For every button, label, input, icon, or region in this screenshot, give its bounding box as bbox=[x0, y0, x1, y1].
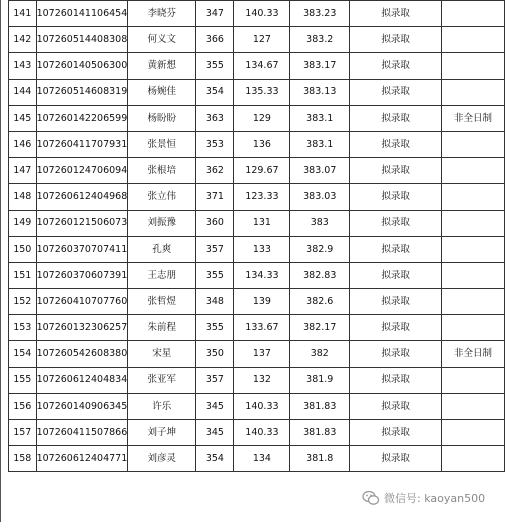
row-number-cell: 148 bbox=[9, 184, 37, 210]
candidate-name-cell: 张立伟 bbox=[128, 184, 196, 210]
score-interview-cell: 134.33 bbox=[234, 262, 290, 288]
score-written-cell: 354 bbox=[196, 446, 234, 472]
score-total-cell: 381.8 bbox=[290, 446, 350, 472]
table-row bbox=[9, 341, 505, 367]
row-number-cell: 154 bbox=[9, 341, 37, 367]
candidate-name-cell: 王志朋 bbox=[128, 262, 196, 288]
row-number-cell: 143 bbox=[9, 53, 37, 79]
table-row bbox=[9, 446, 505, 472]
study-mode-note-cell bbox=[442, 393, 505, 419]
score-written-cell: 350 bbox=[196, 341, 234, 367]
candidate-id-cell: 107260124706094 bbox=[36, 158, 128, 184]
candidate-id-cell: 107260410707760 bbox=[36, 289, 128, 315]
score-written-cell: 357 bbox=[196, 367, 234, 393]
study-mode-note-cell bbox=[442, 315, 505, 341]
row-number-cell: 155 bbox=[9, 367, 37, 393]
score-interview-cell: 132 bbox=[234, 367, 290, 393]
table-row bbox=[9, 1, 505, 27]
table-row bbox=[9, 236, 505, 262]
score-interview-cell: 139 bbox=[234, 289, 290, 315]
row-number-cell: 157 bbox=[9, 420, 37, 446]
candidate-id-cell: 107260411707931 bbox=[36, 131, 128, 157]
table-row bbox=[9, 27, 505, 53]
admission-result-cell: 拟录取 bbox=[350, 158, 442, 184]
score-total-cell: 382 bbox=[290, 341, 350, 367]
score-written-cell: 371 bbox=[196, 184, 234, 210]
score-total-cell: 383.13 bbox=[290, 79, 350, 105]
score-written-cell: 347 bbox=[196, 1, 234, 27]
score-total-cell: 383.17 bbox=[290, 53, 350, 79]
study-mode-note-cell: 非全日制 bbox=[442, 105, 505, 131]
watermark-text: 微信号: kaoyan500 bbox=[384, 492, 486, 505]
admission-result-cell: 拟录取 bbox=[350, 289, 442, 315]
page-left-rule bbox=[0, 0, 1, 522]
candidate-id-cell: 107260132306257 bbox=[36, 315, 128, 341]
score-total-cell: 381.83 bbox=[290, 420, 350, 446]
admission-table bbox=[8, 0, 505, 472]
score-total-cell: 383.1 bbox=[290, 131, 350, 157]
table-row bbox=[9, 158, 505, 184]
table-row bbox=[9, 315, 505, 341]
score-written-cell: 360 bbox=[196, 210, 234, 236]
score-written-cell: 355 bbox=[196, 315, 234, 341]
score-total-cell: 382.6 bbox=[290, 289, 350, 315]
score-written-cell: 353 bbox=[196, 131, 234, 157]
admission-result-cell: 拟录取 bbox=[350, 341, 442, 367]
score-written-cell: 363 bbox=[196, 105, 234, 131]
candidate-name-cell: 李晓芬 bbox=[128, 1, 196, 27]
admission-result-cell: 拟录取 bbox=[350, 27, 442, 53]
table-row bbox=[9, 210, 505, 236]
admission-result-cell: 拟录取 bbox=[350, 210, 442, 236]
score-total-cell: 383 bbox=[290, 210, 350, 236]
study-mode-note-cell bbox=[442, 27, 505, 53]
admission-result-cell: 拟录取 bbox=[350, 446, 442, 472]
candidate-id-cell: 107260542608380 bbox=[36, 341, 128, 367]
score-written-cell: 362 bbox=[196, 158, 234, 184]
row-number-cell: 141 bbox=[9, 1, 37, 27]
candidate-name-cell: 杨盼盼 bbox=[128, 105, 196, 131]
study-mode-note-cell bbox=[442, 210, 505, 236]
admission-result-cell: 拟录取 bbox=[350, 236, 442, 262]
admission-result-cell: 拟录取 bbox=[350, 184, 442, 210]
candidate-id-cell: 107260514608319 bbox=[36, 79, 128, 105]
table-row bbox=[9, 393, 505, 419]
candidate-name-cell: 杨婉佳 bbox=[128, 79, 196, 105]
score-interview-cell: 131 bbox=[234, 210, 290, 236]
score-interview-cell: 135.33 bbox=[234, 79, 290, 105]
score-total-cell: 381.9 bbox=[290, 367, 350, 393]
table-row bbox=[9, 420, 505, 446]
score-interview-cell: 134.67 bbox=[234, 53, 290, 79]
candidate-id-cell: 107260612404771 bbox=[36, 446, 128, 472]
candidate-name-cell: 张哲煜 bbox=[128, 289, 196, 315]
candidate-id-cell: 107260370707411 bbox=[36, 236, 128, 262]
study-mode-note-cell bbox=[442, 53, 505, 79]
study-mode-note-cell bbox=[442, 184, 505, 210]
study-mode-note-cell bbox=[442, 131, 505, 157]
row-number-cell: 153 bbox=[9, 315, 37, 341]
table-row bbox=[9, 184, 505, 210]
candidate-id-cell: 107260142206599 bbox=[36, 105, 128, 131]
score-total-cell: 381.83 bbox=[290, 393, 350, 419]
study-mode-note-cell bbox=[442, 446, 505, 472]
score-interview-cell: 134 bbox=[234, 446, 290, 472]
row-number-cell: 142 bbox=[9, 27, 37, 53]
row-number-cell: 144 bbox=[9, 79, 37, 105]
study-mode-note-cell bbox=[442, 79, 505, 105]
study-mode-note-cell: 非全日制 bbox=[442, 341, 505, 367]
candidate-name-cell: 孔爽 bbox=[128, 236, 196, 262]
table-row bbox=[9, 131, 505, 157]
row-number-cell: 151 bbox=[9, 262, 37, 288]
candidate-name-cell: 张根培 bbox=[128, 158, 196, 184]
candidate-id-cell: 107260121506073 bbox=[36, 210, 128, 236]
study-mode-note-cell bbox=[442, 1, 505, 27]
candidate-name-cell: 刘振豫 bbox=[128, 210, 196, 236]
candidate-id-cell: 107260141106454 bbox=[36, 1, 128, 27]
score-interview-cell: 127 bbox=[234, 27, 290, 53]
score-total-cell: 383.03 bbox=[290, 184, 350, 210]
admission-result-cell: 拟录取 bbox=[350, 315, 442, 341]
score-interview-cell: 123.33 bbox=[234, 184, 290, 210]
candidate-id-cell: 107260411507866 bbox=[36, 420, 128, 446]
study-mode-note-cell bbox=[442, 158, 505, 184]
admission-result-cell: 拟录取 bbox=[350, 393, 442, 419]
candidate-name-cell: 刘子坤 bbox=[128, 420, 196, 446]
score-interview-cell: 129 bbox=[234, 105, 290, 131]
score-interview-cell: 140.33 bbox=[234, 393, 290, 419]
row-number-cell: 156 bbox=[9, 393, 37, 419]
candidate-id-cell: 107260140906345 bbox=[36, 393, 128, 419]
admission-result-cell: 拟录取 bbox=[350, 1, 442, 27]
table-row bbox=[9, 289, 505, 315]
score-total-cell: 382.17 bbox=[290, 315, 350, 341]
score-written-cell: 355 bbox=[196, 53, 234, 79]
admission-result-cell: 拟录取 bbox=[350, 367, 442, 393]
score-interview-cell: 136 bbox=[234, 131, 290, 157]
row-number-cell: 147 bbox=[9, 158, 37, 184]
score-written-cell: 354 bbox=[196, 79, 234, 105]
score-written-cell: 355 bbox=[196, 262, 234, 288]
score-written-cell: 345 bbox=[196, 420, 234, 446]
study-mode-note-cell bbox=[442, 420, 505, 446]
score-total-cell: 382.9 bbox=[290, 236, 350, 262]
score-written-cell: 366 bbox=[196, 27, 234, 53]
row-number-cell: 150 bbox=[9, 236, 37, 262]
candidate-name-cell: 张亚军 bbox=[128, 367, 196, 393]
admission-table-body bbox=[9, 1, 505, 472]
score-total-cell: 383.2 bbox=[290, 27, 350, 53]
score-written-cell: 348 bbox=[196, 289, 234, 315]
candidate-name-cell: 宋星 bbox=[128, 341, 196, 367]
candidate-name-cell: 张景恒 bbox=[128, 131, 196, 157]
admission-result-cell: 拟录取 bbox=[350, 131, 442, 157]
wechat-watermark bbox=[362, 487, 485, 509]
row-number-cell: 152 bbox=[9, 289, 37, 315]
study-mode-note-cell bbox=[442, 262, 505, 288]
admission-result-cell: 拟录取 bbox=[350, 79, 442, 105]
score-written-cell: 357 bbox=[196, 236, 234, 262]
candidate-name-cell: 朱前程 bbox=[128, 315, 196, 341]
row-number-cell: 145 bbox=[9, 105, 37, 131]
admission-result-cell: 拟录取 bbox=[350, 262, 442, 288]
score-interview-cell: 140.33 bbox=[234, 420, 290, 446]
candidate-id-cell: 107260612404968 bbox=[36, 184, 128, 210]
study-mode-note-cell bbox=[442, 236, 505, 262]
wechat-icon bbox=[362, 489, 380, 507]
score-total-cell: 383.23 bbox=[290, 1, 350, 27]
study-mode-note-cell bbox=[442, 367, 505, 393]
row-number-cell: 146 bbox=[9, 131, 37, 157]
admission-result-cell: 拟录取 bbox=[350, 53, 442, 79]
table-row bbox=[9, 105, 505, 131]
score-interview-cell: 133 bbox=[234, 236, 290, 262]
table-row bbox=[9, 262, 505, 288]
score-total-cell: 382.83 bbox=[290, 262, 350, 288]
candidate-name-cell: 黄新想 bbox=[128, 53, 196, 79]
score-interview-cell: 129.67 bbox=[234, 158, 290, 184]
study-mode-note-cell bbox=[442, 289, 505, 315]
candidate-name-cell: 刘彦灵 bbox=[128, 446, 196, 472]
candidate-id-cell: 107260514408308 bbox=[36, 27, 128, 53]
row-number-cell: 158 bbox=[9, 446, 37, 472]
admission-result-cell: 拟录取 bbox=[350, 420, 442, 446]
score-interview-cell: 133.67 bbox=[234, 315, 290, 341]
admission-result-cell: 拟录取 bbox=[350, 105, 442, 131]
table-row bbox=[9, 79, 505, 105]
table-row bbox=[9, 53, 505, 79]
score-interview-cell: 140.33 bbox=[234, 1, 290, 27]
score-written-cell: 345 bbox=[196, 393, 234, 419]
score-total-cell: 383.07 bbox=[290, 158, 350, 184]
candidate-name-cell: 何义文 bbox=[128, 27, 196, 53]
candidate-id-cell: 107260370607391 bbox=[36, 262, 128, 288]
table-row bbox=[9, 367, 505, 393]
score-interview-cell: 137 bbox=[234, 341, 290, 367]
candidate-id-cell: 107260612404834 bbox=[36, 367, 128, 393]
candidate-id-cell: 107260140506300 bbox=[36, 53, 128, 79]
score-total-cell: 383.1 bbox=[290, 105, 350, 131]
candidate-name-cell: 许乐 bbox=[128, 393, 196, 419]
row-number-cell: 149 bbox=[9, 210, 37, 236]
